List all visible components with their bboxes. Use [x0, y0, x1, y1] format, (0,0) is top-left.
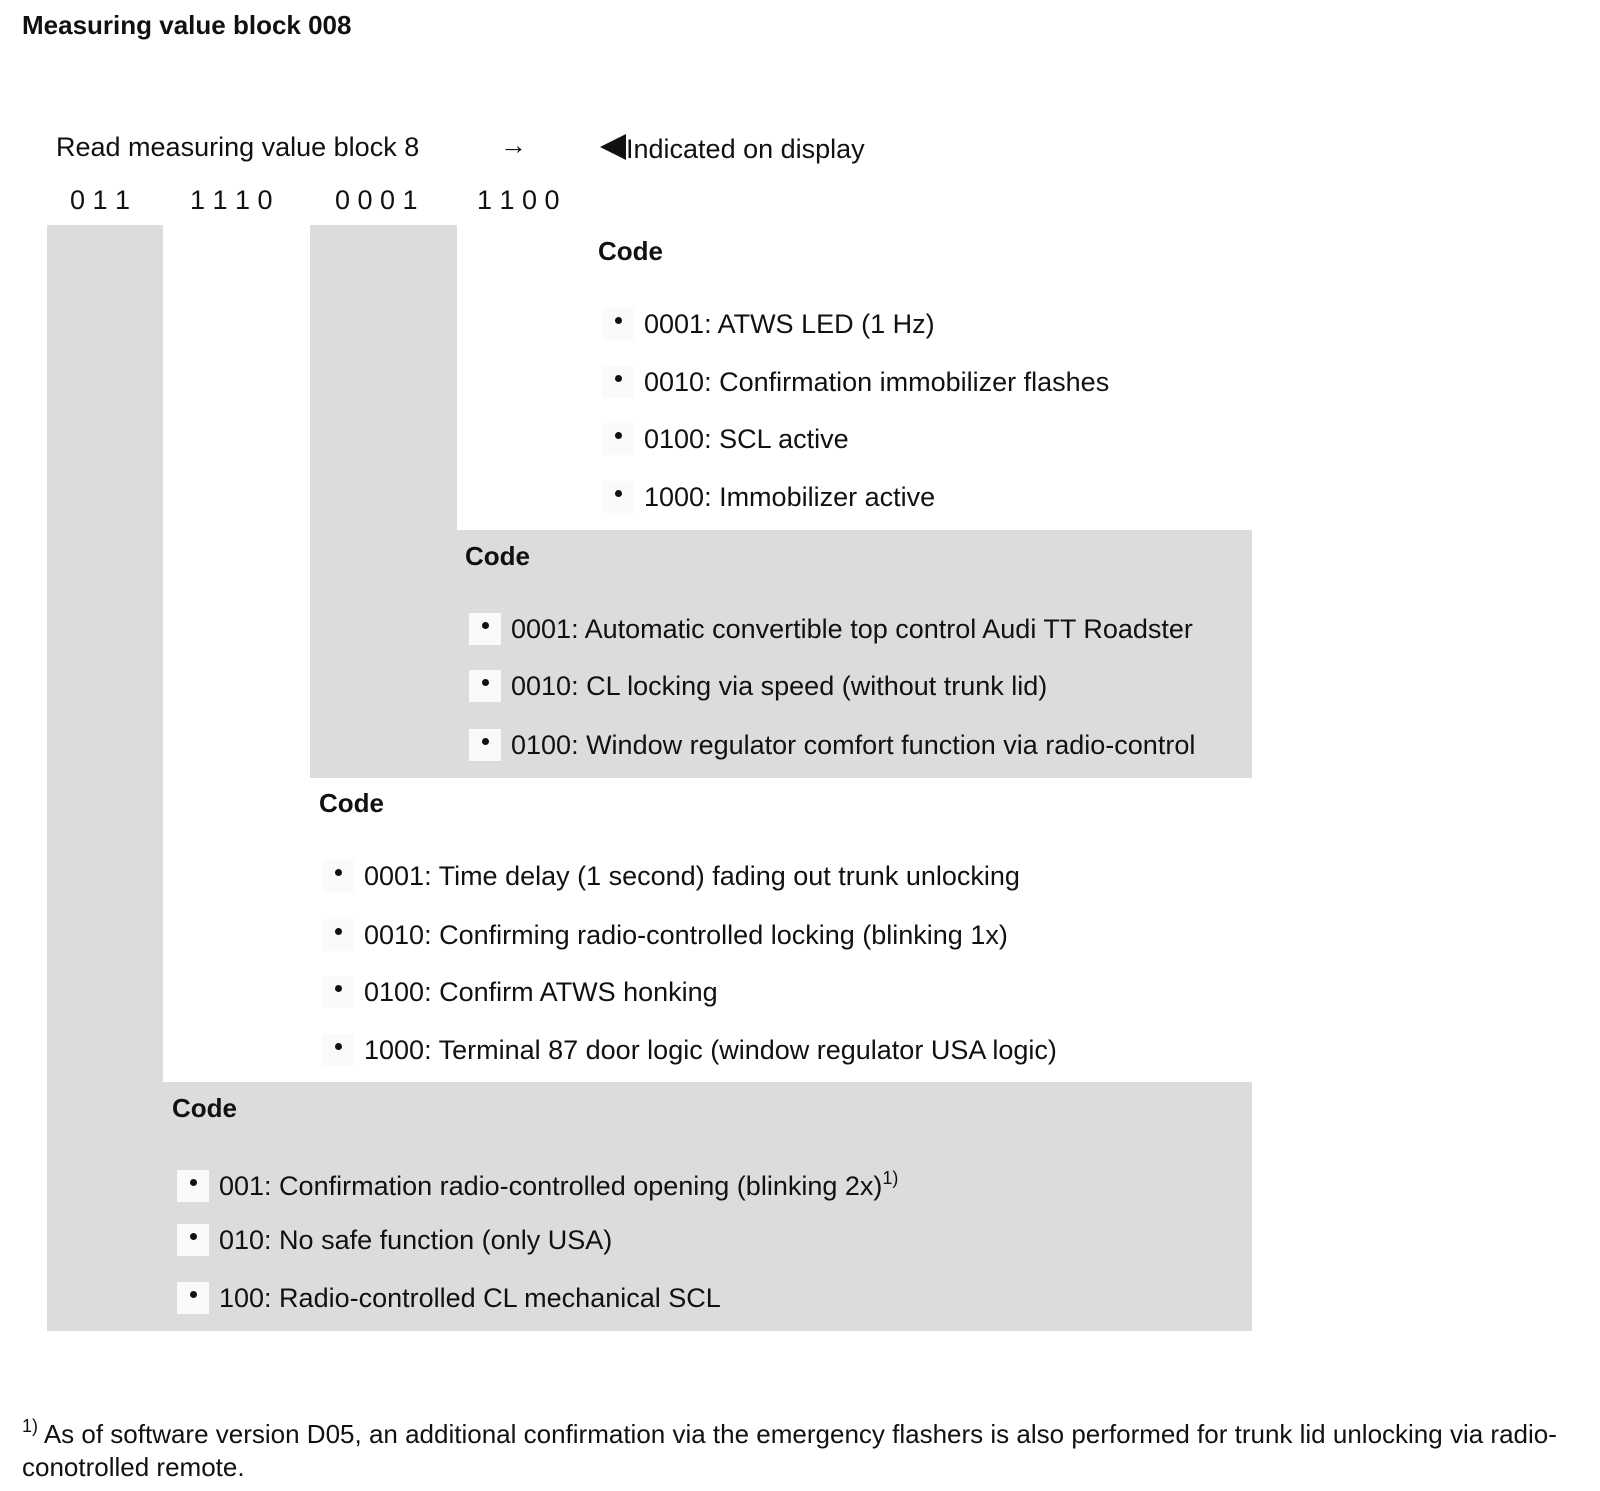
bullet-icon: [177, 1224, 209, 1256]
list-item: [469, 729, 1195, 761]
bullet-icon: [469, 670, 501, 702]
digit-group-4: 1 1 0 0: [477, 185, 560, 215]
bullet-icon: [322, 1034, 354, 1066]
item-text: 0001: Automatic convertible top control Audi TT Roadster: [511, 614, 1193, 644]
digit-group-2: 1 1 1 0: [190, 185, 273, 215]
footnote: [22, 1418, 1592, 1484]
item-text: 0010: Confirmation immobilizer flashes: [644, 367, 1110, 397]
list-item: [177, 1224, 612, 1256]
shade-column-1: [47, 225, 163, 1331]
bullet-icon: [602, 481, 634, 513]
digit-group-1: 0 1 1: [70, 185, 131, 215]
item-text: 100: Radio-controlled CL mechanical SCL: [219, 1283, 721, 1313]
bullet-icon: [322, 860, 354, 892]
list-item: [177, 1170, 898, 1202]
bullet-icon: [322, 919, 354, 951]
section-1-heading: Code: [598, 236, 663, 266]
section-3-heading: Code: [319, 788, 384, 818]
list-item: [177, 1282, 721, 1314]
item-text: 0100: Confirm ATWS honking: [364, 977, 718, 1007]
arrow-icon: →: [500, 130, 527, 160]
item-text: 010: No safe function (only USA): [219, 1225, 613, 1255]
triangle-left-icon: [600, 134, 626, 160]
item-text: 0010: Confirming radio-controlled locking (blinking 1x): [364, 920, 1008, 950]
footnote-ref: 1): [882, 1168, 899, 1188]
list-item: [322, 919, 1008, 951]
item-text: 1000: Terminal 87 door logic (window regulator USA logic): [364, 1035, 1057, 1065]
bullet-icon: [177, 1282, 209, 1314]
list-item: [322, 860, 1020, 892]
bullet-icon: [469, 613, 501, 645]
bullet-icon: [177, 1170, 209, 1202]
footnote-text: As of software version D05, an additional confirmation via the emergency flashers is also performed for trunk lid unlocking via radio-conotrolled remote.: [22, 1419, 1557, 1482]
shade-column-3: [310, 225, 457, 778]
item-text: 1000: Immobilizer active: [644, 482, 936, 512]
list-item: [322, 976, 718, 1008]
list-item: [469, 613, 1193, 645]
item-text: 0100: SCL active: [644, 424, 849, 454]
bullet-icon: [602, 308, 634, 340]
list-item: [602, 366, 1109, 398]
list-item: [602, 481, 935, 513]
digit-group-3: 0 0 0 1: [335, 185, 418, 215]
item-text: 0010: CL locking via speed (without trunk lid): [511, 671, 1048, 701]
bullet-icon: [602, 423, 634, 455]
item-text: 0001: ATWS LED (1 Hz): [644, 309, 935, 339]
bullet-icon: [322, 976, 354, 1008]
footnote-marker: 1): [22, 1416, 39, 1436]
list-item: [322, 1034, 1057, 1066]
list-item: [602, 308, 935, 340]
read-label: Read measuring value block 8: [56, 132, 420, 162]
indicated-label: Indicated on display: [626, 134, 865, 164]
section-4-heading: Code: [172, 1093, 237, 1123]
indicated-label-wrap: [600, 133, 865, 165]
item-text: 0100: Window regulator comfort function via radio-control: [511, 730, 1196, 760]
bullet-icon: [602, 366, 634, 398]
list-item: [469, 670, 1047, 702]
list-item: [602, 423, 849, 455]
bullet-icon: [469, 729, 501, 761]
page-title: Measuring value block 008: [22, 10, 352, 40]
section-2-heading: Code: [465, 541, 530, 571]
item-text: 0001: Time delay (1 second) fading out trunk unlocking: [364, 861, 1020, 891]
item-text: 001: Confirmation radio-controlled opening (blinking 2x): [219, 1171, 883, 1201]
